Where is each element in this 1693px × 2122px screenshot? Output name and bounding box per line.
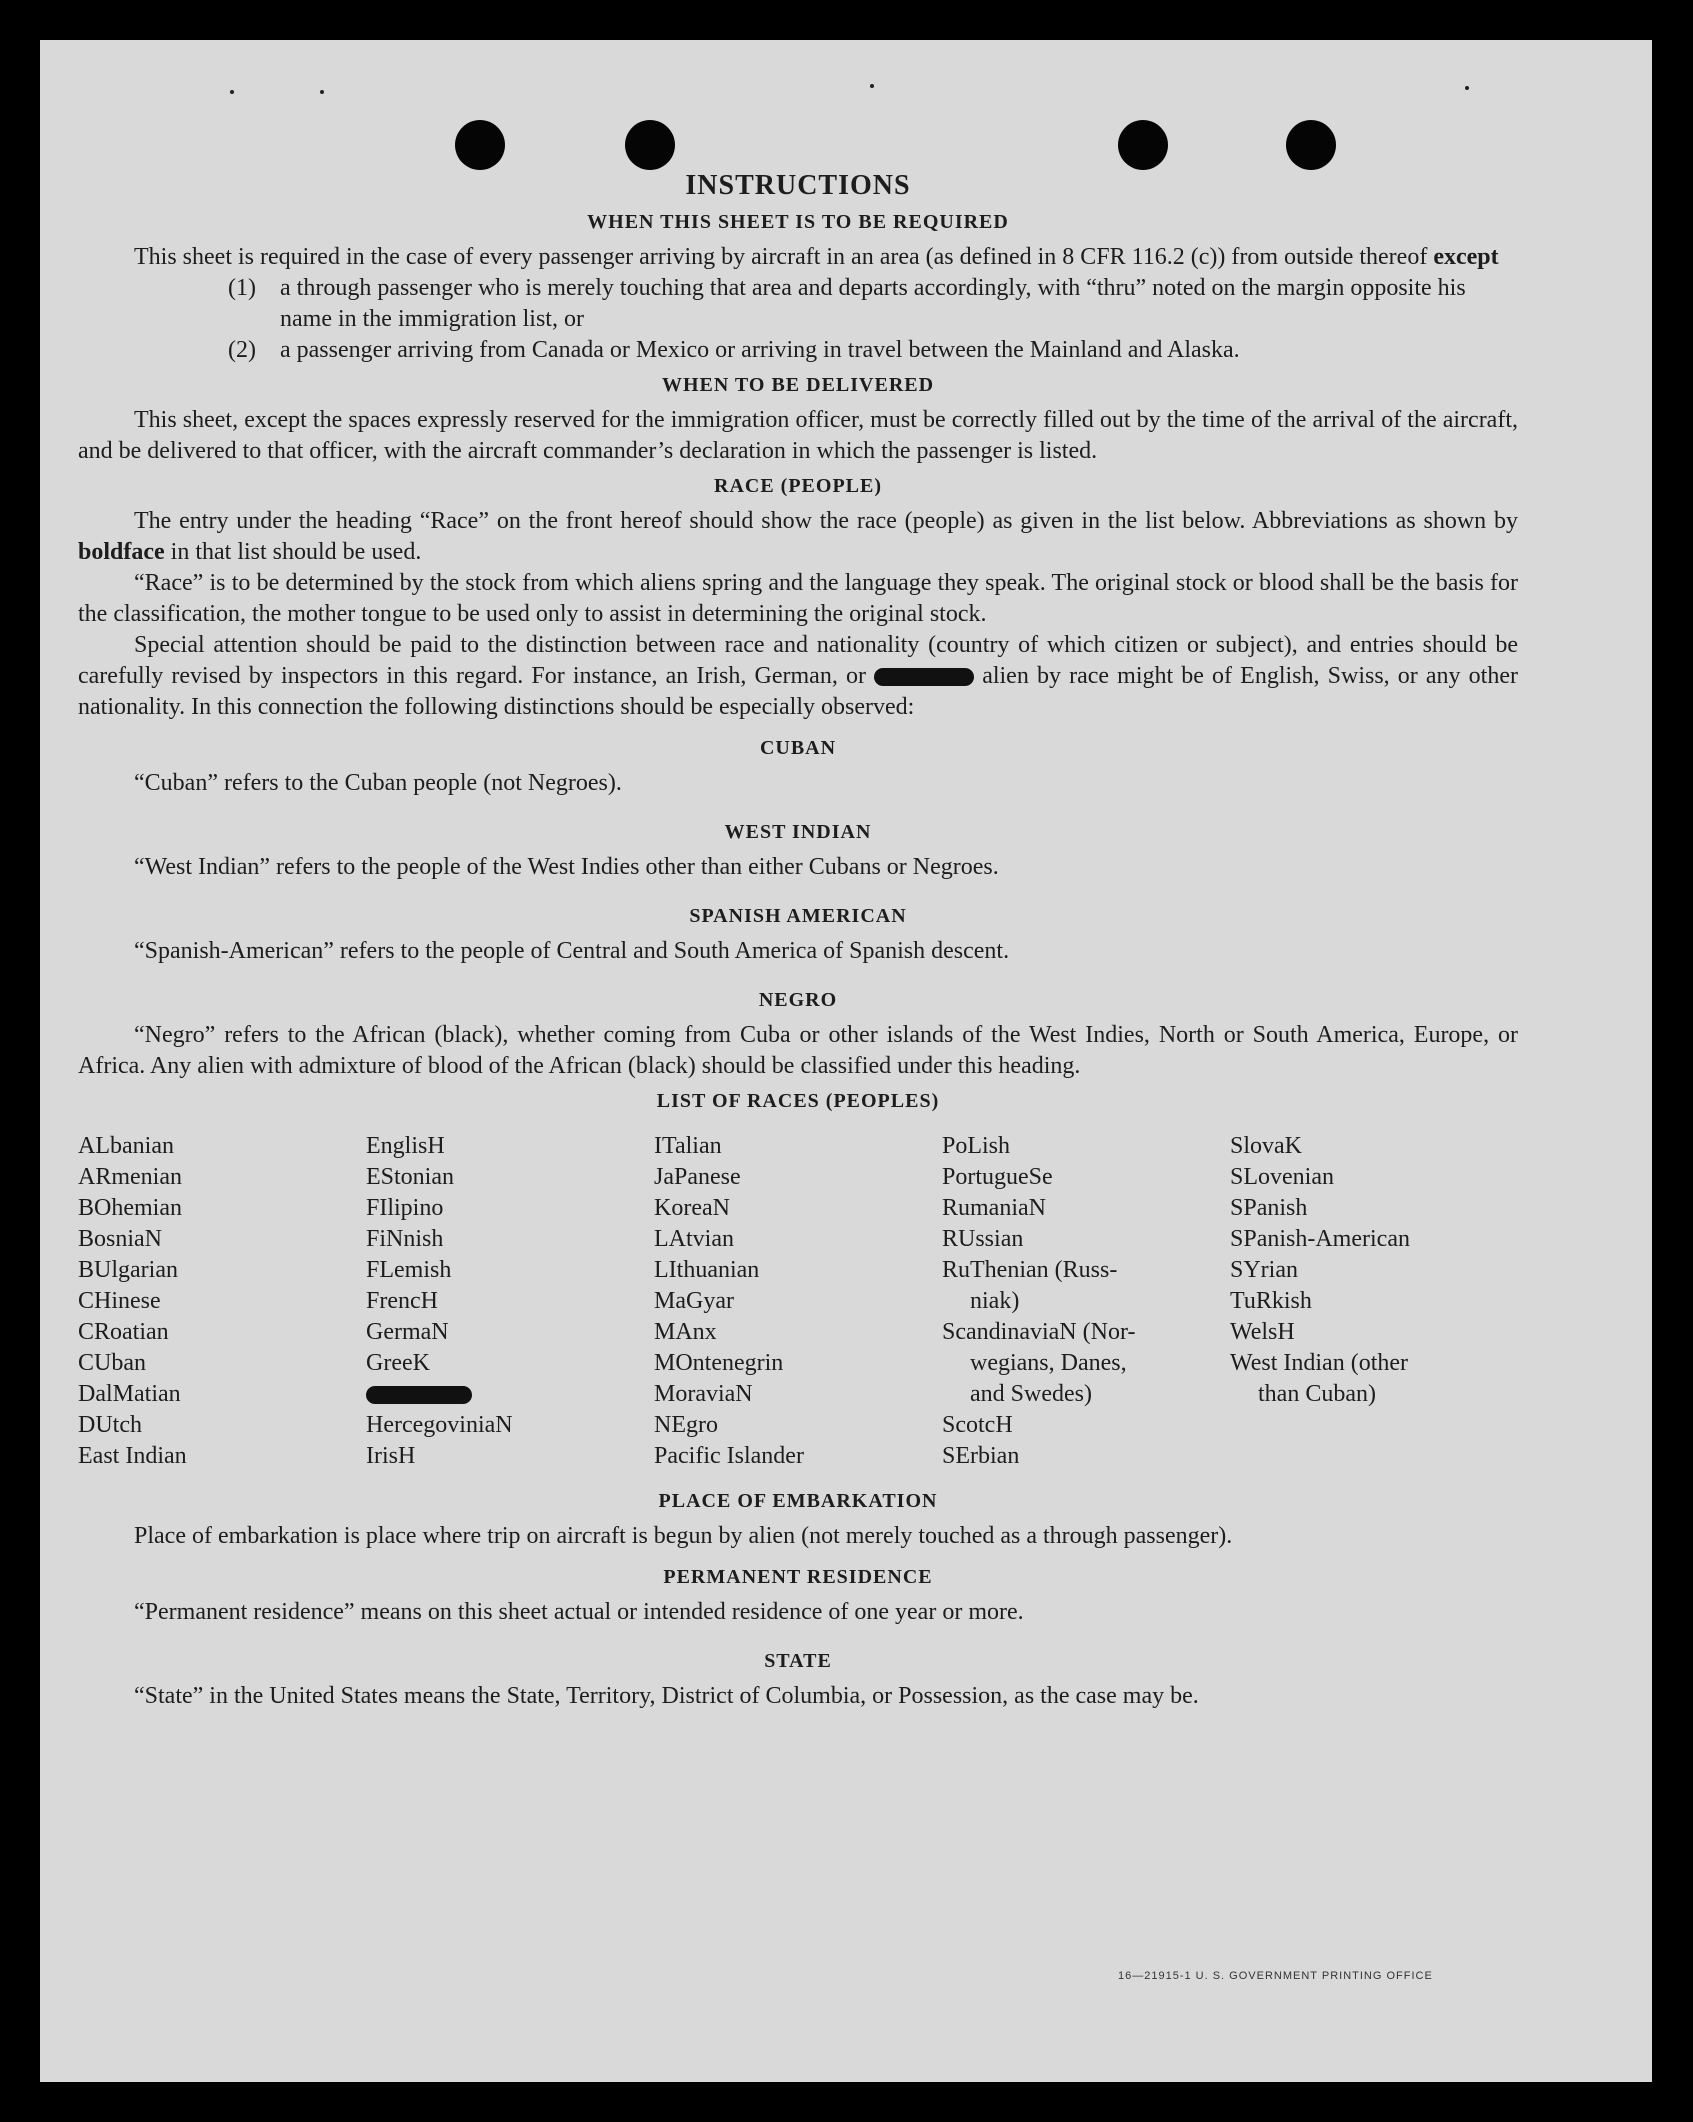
race-column-5 <box>1230 1131 1518 1472</box>
race-entry: CHinese <box>78 1288 161 1314</box>
race-column-1 <box>78 1131 366 1472</box>
section-heading-race: RACE (PEOPLE) <box>714 475 882 497</box>
redaction-mark <box>874 668 974 686</box>
race-entry: ITalian <box>654 1133 722 1159</box>
race-entry: LAtvian <box>654 1226 734 1252</box>
section-heading-spanish-american: SPANISH AMERICAN <box>689 905 907 927</box>
race-entry: BOhemian <box>78 1195 182 1221</box>
race-entry: NEgro <box>654 1412 718 1438</box>
negro-text: “Negro” refers to the African (black), whether coming from Cuba or other islands of the West Indies, North or South America, Europe, or Africa. Any alien with admixture of blood of the African (black) should be classified under this heading. <box>78 1022 1518 1079</box>
print-code: 16—21915-1 U. S. GOVERNMENT PRINTING OFFICE <box>1118 1970 1433 1982</box>
race-entry: ARmenian <box>78 1164 182 1190</box>
document-sheet <box>40 40 1652 2082</box>
section-heading-residence: PERMANENT RESIDENCE <box>663 1566 933 1588</box>
spanish-american-text: “Spanish-American” refers to the people of Central and South America of Spanish descent. <box>134 938 1010 964</box>
instructions-body <box>78 170 1518 1712</box>
section-heading-negro: NEGRO <box>758 989 838 1011</box>
speck <box>320 90 324 94</box>
race-column-4 <box>942 1131 1230 1472</box>
race-entry: DUtch <box>78 1412 142 1438</box>
race-entry: SPanish-American <box>1230 1226 1410 1252</box>
race-entry: FIlipino <box>366 1195 444 1221</box>
punch-hole <box>1118 120 1168 170</box>
race-entry: RumaniaN <box>942 1195 1046 1221</box>
exception-item-2 <box>78 335 1518 366</box>
race-entry: FLemish <box>366 1257 452 1283</box>
race-entry: TuRkish <box>1230 1288 1312 1314</box>
embarkation-text: Place of embarkation is place where trip on aircraft is begun by alien (not merely touched as a through passenger). <box>134 1523 1233 1549</box>
race-entry: MoraviaN <box>654 1381 753 1407</box>
race-entry: SPanish <box>1230 1195 1308 1221</box>
race-entry: FrencH <box>366 1288 438 1314</box>
race-entry: DalMatian <box>78 1381 181 1407</box>
item-text: a through passenger who is merely touching that area and departs accordingly, with “thru” noted on the margin opposite his name in the immigration list, or <box>280 275 1466 332</box>
race-paragraph-1 <box>78 506 1518 568</box>
race-entry: JaPanese <box>654 1164 741 1190</box>
race-entry: RUssian <box>942 1226 1024 1252</box>
cuban-text: “Cuban” refers to the Cuban people (not Negroes). <box>134 770 622 796</box>
race-entry: ScotcH <box>942 1412 1013 1438</box>
race-paragraph-2: “Race” is to be determined by the stock from which aliens spring and the language they speak. The original stock or blood shall be the basis for the classification, the mother tongue to be used only to assist in determining the original stock. <box>78 570 1518 627</box>
section-heading-when-required: WHEN THIS SHEET IS TO BE REQUIRED <box>587 211 1009 233</box>
race-column-2 <box>366 1131 654 1472</box>
race-entry-continued: niak) <box>970 1288 1020 1314</box>
redaction-mark <box>366 1386 472 1404</box>
intro-except: except <box>1433 244 1499 270</box>
race-entry: RuThenian (Russ- <box>942 1257 1118 1283</box>
race-p1-text-end: in that list should be used. <box>164 539 422 565</box>
race-entry: PoLish <box>942 1133 1011 1159</box>
punch-hole <box>1286 120 1336 170</box>
speck <box>230 90 234 94</box>
race-entry: CUban <box>78 1350 146 1376</box>
race-entry: LIthuanian <box>654 1257 760 1283</box>
speck <box>870 84 874 88</box>
race-entry: ALbanian <box>78 1133 174 1159</box>
when-required-intro <box>78 242 1518 273</box>
section-heading-west-indian: WEST INDIAN <box>724 821 872 843</box>
race-entry: PortugueSe <box>942 1164 1053 1190</box>
punch-hole <box>625 120 675 170</box>
race-entry: West Indian (other <box>1230 1350 1409 1376</box>
race-p1-text: The entry under the heading “Race” on the front hereof should show the race (people) as given in the list below. Abbreviations as shown by <box>134 508 1518 534</box>
race-p1-bold: boldface <box>78 539 165 565</box>
race-paragraph-3 <box>78 630 1518 723</box>
race-entry-continued: wegians, Danes, <box>970 1350 1127 1376</box>
item-text: a passenger arriving from Canada or Mexico or arriving in travel between the Mainland and Alaska. <box>280 337 1240 363</box>
race-p3-text: Special attention should be paid to the distinction between race and nationality (country of which citizen or subject), and entries should be carefully revised by inspectors in this regard. For instance, an Irish, German, or <box>78 632 1518 689</box>
race-entry: MAnx <box>654 1319 717 1345</box>
section-heading-list-of-races: LIST OF RACES (PEOPLES) <box>656 1090 940 1112</box>
race-list <box>78 1131 1518 1472</box>
race-entry: MOntenegrin <box>654 1350 784 1376</box>
race-entry: SYrian <box>1230 1257 1298 1283</box>
intro-text: This sheet is required in the case of every passenger arriving by aircraft in an area (as defined in 8 CFR 116.2 (c)) from outside thereof <box>134 244 1434 270</box>
section-heading-embarkation: PLACE OF EMBARKATION <box>658 1490 938 1512</box>
section-heading-when-delivered: WHEN TO BE DELIVERED <box>661 374 935 396</box>
race-column-3 <box>654 1131 942 1472</box>
speck <box>1465 86 1469 90</box>
race-entry: ScandinaviaN (Nor- <box>942 1319 1136 1345</box>
page-title: INSTRUCTIONS <box>685 170 911 201</box>
race-entry: HercegoviniaN <box>366 1412 513 1438</box>
race-entry: BosniaN <box>78 1226 162 1252</box>
race-entry: SLovenian <box>1230 1164 1334 1190</box>
exception-item-1 <box>78 273 1518 335</box>
race-entry: East Indian <box>78 1443 187 1469</box>
race-entry: GreeK <box>366 1350 430 1376</box>
race-entry: IrisH <box>366 1443 416 1469</box>
race-entry: MaGyar <box>654 1288 734 1314</box>
race-p3-text-end: alien by race might be of English, Swiss, or any other nationality. In this connection the following distinctions should be especially observed: <box>78 663 1518 720</box>
punch-hole <box>455 120 505 170</box>
race-entry-continued: and Swedes) <box>970 1381 1092 1407</box>
section-heading-cuban: CUBAN <box>759 737 837 759</box>
race-entry: KoreaN <box>654 1195 730 1221</box>
race-entry-continued: than Cuban) <box>1258 1381 1376 1407</box>
race-entry: SErbian <box>942 1443 1020 1469</box>
race-entry: EStonian <box>366 1164 454 1190</box>
race-entry: FiNnish <box>366 1226 444 1252</box>
residence-text: “Permanent residence” means on this sheet actual or intended residence of one year or more. <box>134 1599 1024 1625</box>
race-entry: WelsH <box>1230 1319 1295 1345</box>
race-entry: CRoatian <box>78 1319 169 1345</box>
item-number: (1) <box>228 275 256 301</box>
race-entry: GermaN <box>366 1319 449 1345</box>
race-entry: BUlgarian <box>78 1257 178 1283</box>
race-entry: SlovaK <box>1230 1133 1302 1159</box>
state-text: “State” in the United States means the State, Territory, District of Columbia, or Possession, as the case may be. <box>134 1683 1199 1709</box>
west-indian-text: “West Indian” refers to the people of the West Indies other than either Cubans or Negroes. <box>134 854 999 880</box>
race-entry-redacted <box>366 1379 654 1410</box>
when-delivered-text: This sheet, except the spaces expressly reserved for the immigration officer, must be correctly filled out by the time of the arrival of the aircraft, and be delivered to that officer, with the aircraft commander’s declaration in which the passenger is listed. <box>78 407 1518 464</box>
race-entry: Pacific Islander <box>654 1443 804 1469</box>
section-heading-state: STATE <box>764 1650 832 1672</box>
item-number: (2) <box>228 337 256 363</box>
race-entry: EnglisH <box>366 1133 445 1159</box>
